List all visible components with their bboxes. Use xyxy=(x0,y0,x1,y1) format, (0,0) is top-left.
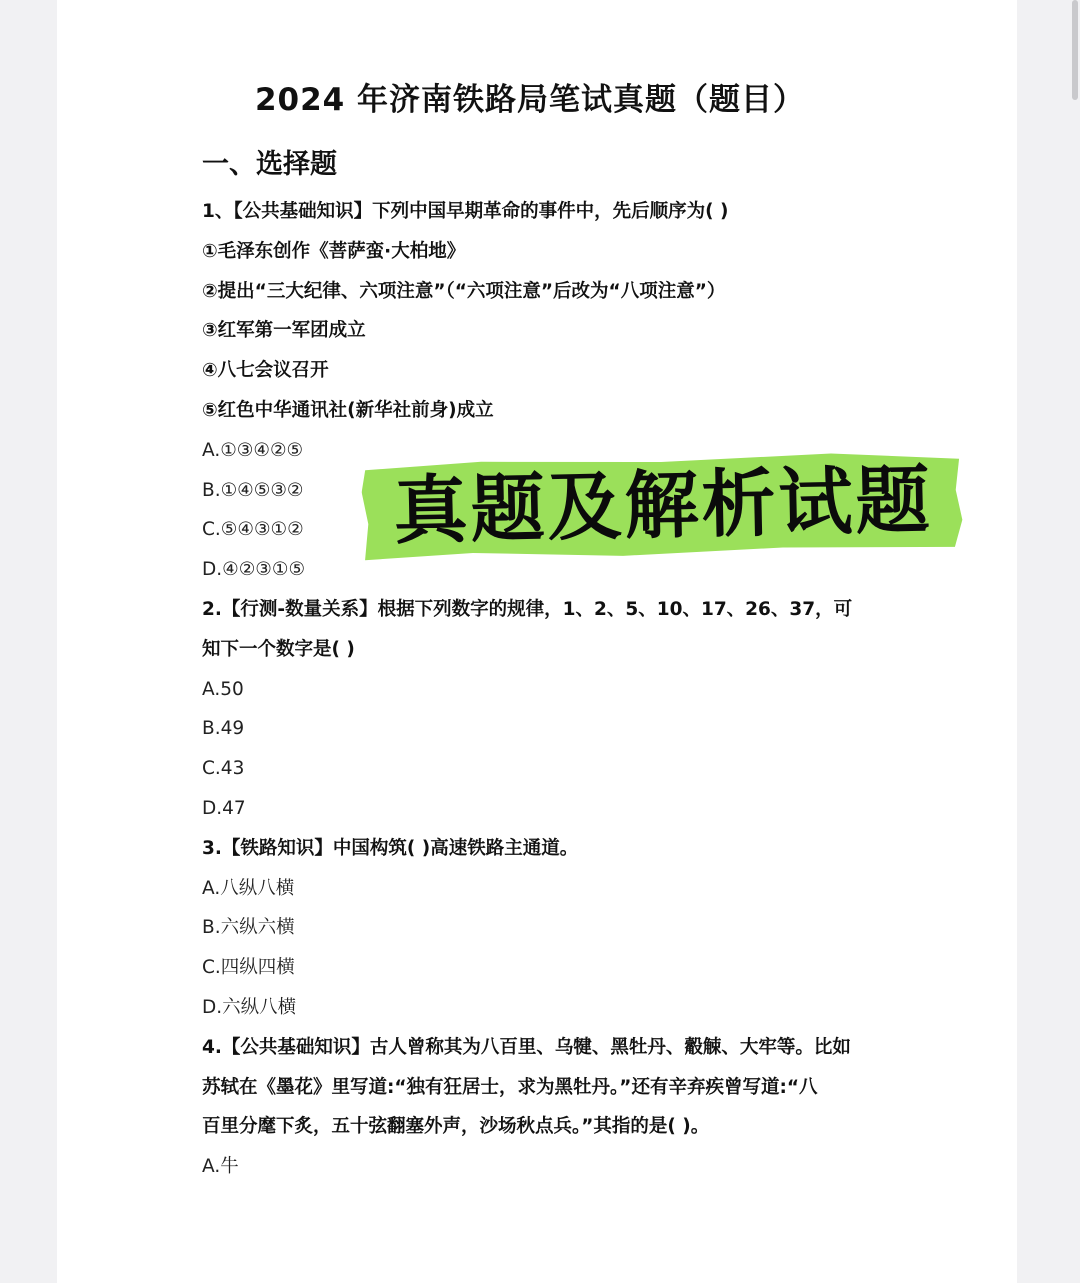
question-line: 2.【行测-数量关系】根据下列数字的规律，1、2、5、10、17、26、37，可 xyxy=(202,598,853,620)
answer-option: A.八纵八横 xyxy=(202,877,295,899)
answer-option: B.49 xyxy=(202,718,245,740)
answer-option: B.①④⑤③② xyxy=(202,479,304,501)
question-line: 苏轼在《墨花》里写道:“独有狂居士，求为黑牡丹。”还有辛弃疾曾写道:“八 xyxy=(202,1076,818,1098)
question-line: ②提出“三大纪律、六项注意”（“六项注意”后改为“八项注意”） xyxy=(202,280,726,302)
answer-option: C.⑤④③①② xyxy=(202,519,304,541)
scrollbar[interactable] xyxy=(1072,0,1078,100)
section-heading: 一、选择题 xyxy=(202,149,337,180)
answer-option: C.四纵四横 xyxy=(202,957,295,979)
question-line: ④八七会议召开 xyxy=(202,360,329,382)
answer-option: A.牛 xyxy=(202,1156,239,1178)
answer-option: D.六纵八横 xyxy=(202,996,297,1018)
answer-option: A.50 xyxy=(202,678,244,700)
question-line: 百里分麾下炙，五十弦翻塞外声，沙场秋点兵。”其指的是( )。 xyxy=(202,1116,710,1138)
answer-option: A.①③④②⑤ xyxy=(202,439,304,461)
document-title: 2024 年济南铁路局笔试真题（题目） xyxy=(254,82,806,118)
question-line: 知下一个数字是( ) xyxy=(202,638,355,660)
question-line: 4.【公共基础知识】古人曾称其为八百里、乌犍、黑牡丹、觳觫、大牢等。比如 xyxy=(202,1036,851,1058)
answer-option: D.47 xyxy=(202,797,246,819)
answer-option: C.43 xyxy=(202,758,245,780)
question-line: ③红军第一军团成立 xyxy=(202,320,366,342)
question-line: ⑤红色中华通讯社(新华社前身)成立 xyxy=(202,399,494,421)
promo-sticker xyxy=(361,450,965,563)
question-line: ①毛泽东创作《菩萨蛮·大柏地》 xyxy=(202,240,466,262)
question-line: 3.【铁路知识】中国构筑( )高速铁路主通道。 xyxy=(202,837,579,859)
question-list xyxy=(202,192,902,1187)
question-line: 1、【公共基础知识】下列中国早期革命的事件中，先后顺序为( ) xyxy=(202,201,729,222)
answer-option: B.六纵六横 xyxy=(202,917,295,939)
sticker-label: 真题及解析试题 xyxy=(392,457,934,555)
answer-option: D.④②③①⑤ xyxy=(202,559,306,581)
